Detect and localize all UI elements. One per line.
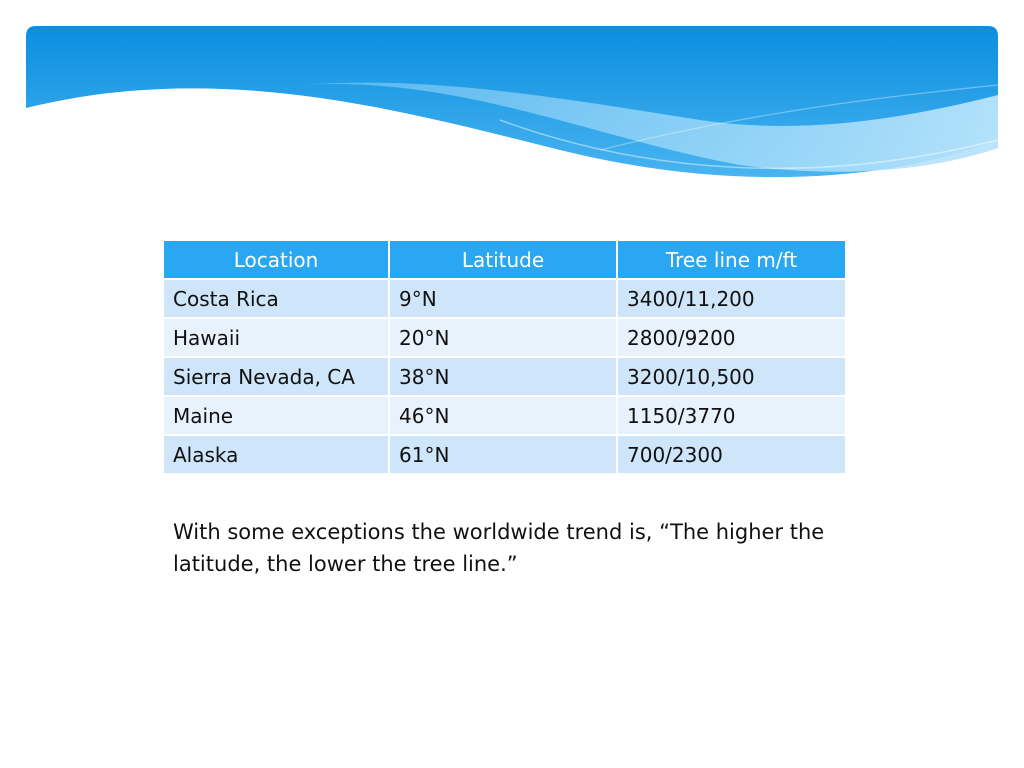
cell-location: Alaska [163, 435, 389, 474]
cell-tree-line: 2800/9200 [617, 318, 846, 357]
cell-tree-line: 700/2300 [617, 435, 846, 474]
table-row [163, 279, 846, 318]
header-tree-line: Tree line m/ft [617, 240, 846, 279]
cell-latitude: 46°N [389, 396, 617, 435]
cell-latitude: 9°N [389, 279, 617, 318]
cell-location: Costa Rica [163, 279, 389, 318]
header-latitude: Latitude [389, 240, 617, 279]
cell-tree-line: 3200/10,500 [617, 357, 846, 396]
table-row [163, 396, 846, 435]
cell-latitude: 38°N [389, 357, 617, 396]
wave-banner [0, 0, 1024, 190]
cell-tree-line: 3400/11,200 [617, 279, 846, 318]
header-location: Location [163, 240, 389, 279]
table-row [163, 435, 846, 474]
cell-location: Sierra Nevada, CA [163, 357, 389, 396]
cell-tree-line: 1150/3770 [617, 396, 846, 435]
trend-note: With some exceptions the worldwide trend is, “The higher the latitude, the lower the tree line.” [173, 520, 825, 576]
cell-latitude: 61°N [389, 435, 617, 474]
tree-line-table [162, 239, 847, 475]
cell-latitude: 20°N [389, 318, 617, 357]
table-row [163, 318, 846, 357]
table-row [163, 357, 846, 396]
cell-location: Hawaii [163, 318, 389, 357]
cell-location: Maine [163, 396, 389, 435]
table-header-row [163, 240, 846, 279]
